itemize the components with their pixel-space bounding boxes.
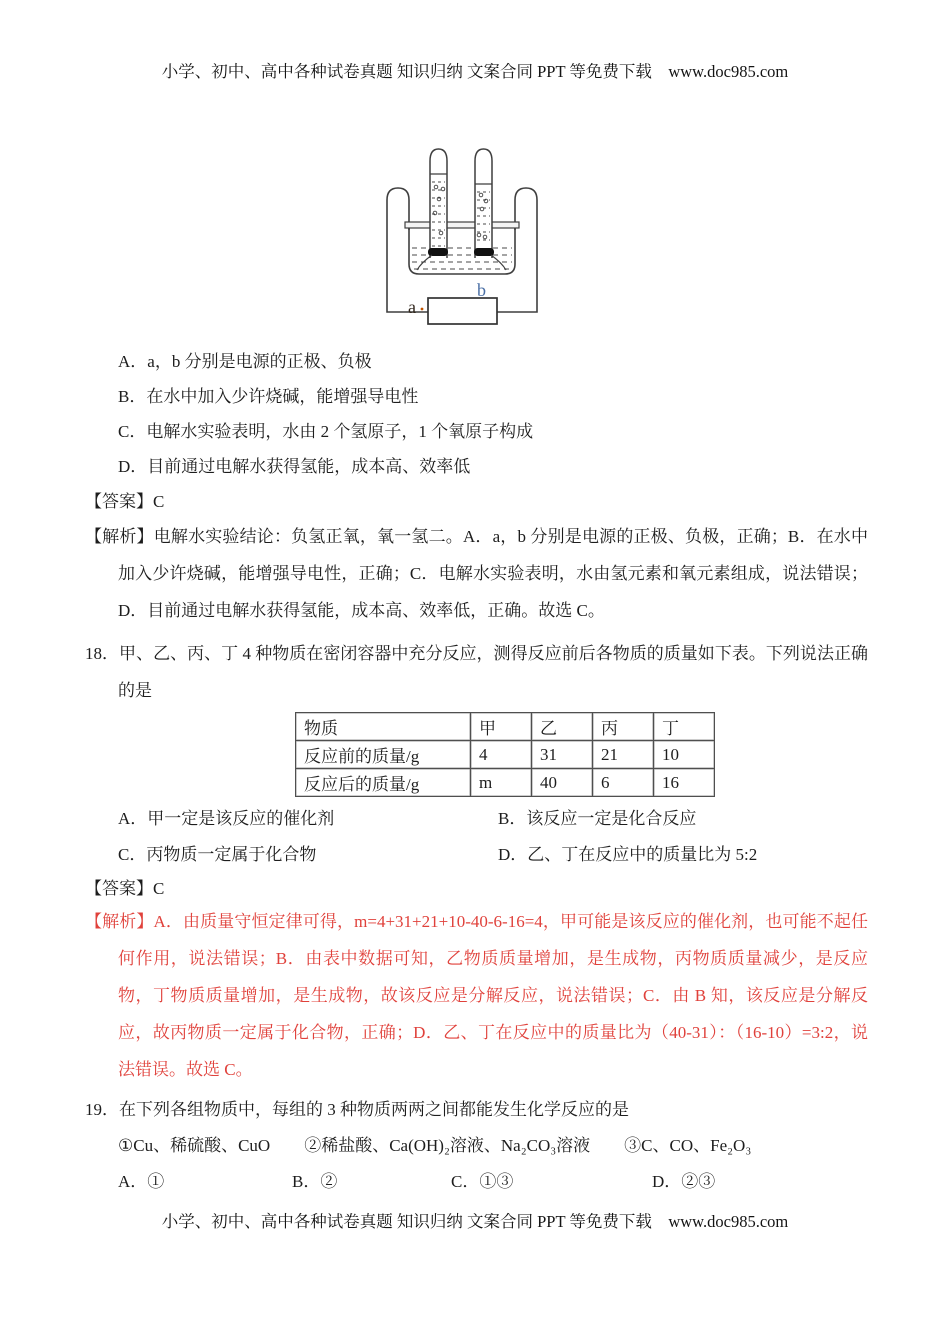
table-cell: 40 <box>532 769 593 797</box>
q19-substance-groups: ①Cu、稀硫酸、CuO ②稀盐酸、Ca(OH)₂溶液、Na₂CO₃溶液 ③C、CO、Fe₂O₃ <box>118 1136 752 1155</box>
table-row-after <box>296 769 715 797</box>
q19-option-b: B．② <box>292 1172 338 1191</box>
q17-option-b: B．在水中加入少许烧碱，能增强导电性 <box>118 387 419 406</box>
q18-analysis-label: 【解析】 <box>85 912 154 931</box>
q19-number: 19． <box>85 1100 119 1119</box>
q18-option-b: B．该反应一定是化合反应 <box>498 809 697 828</box>
q19-question <box>85 1092 868 1128</box>
q18-mass-table <box>295 712 715 797</box>
q18-answer-label: 【答案】 <box>85 879 153 898</box>
q18-option-d: D．乙、丁在反应中的质量比为 5:2 <box>498 845 758 864</box>
q19-option-d: D．②③ <box>652 1172 716 1191</box>
q17-option-a: A．a，b 分别是电源的正极、负极 <box>118 352 372 371</box>
table-row-header <box>296 713 715 741</box>
table-cell: 4 <box>471 741 532 769</box>
table-row-before <box>296 741 715 769</box>
table-cell: m <box>471 769 532 797</box>
q18-question-text: 甲、乙、丙、丁 4 种物质在密闭容器中充分反应，测得反应前后各物质的质量如下表。下列说法正确的是 <box>118 644 869 700</box>
q18-question <box>85 635 868 709</box>
label-a-dot <box>421 308 424 311</box>
q19-option-a: A．① <box>118 1172 165 1191</box>
water-trough <box>409 224 515 274</box>
terminal-label-b: b <box>477 280 486 300</box>
terminal-label-a: a <box>408 297 416 317</box>
wire-left <box>387 188 428 312</box>
q17-answer-line <box>85 490 950 514</box>
q18-analysis-paragraph <box>85 903 868 1088</box>
table-cell: 6 <box>593 769 654 797</box>
table-cell: 16 <box>654 769 715 797</box>
q17-answer-value: C <box>153 492 165 511</box>
q19-options-row <box>118 1164 950 1200</box>
table-header-substance: 物质 <box>296 713 471 741</box>
electrode-left <box>428 248 448 256</box>
table-header-yi: 乙 <box>532 713 593 741</box>
q18-answer-line <box>85 877 950 901</box>
wire-right <box>497 188 537 312</box>
q17-analysis-paragraph <box>85 518 868 629</box>
electrolysis-figure <box>0 136 950 336</box>
q19-option-c: C．①③ <box>451 1172 514 1191</box>
q17-option-c: C．电解水实验表明，水由 2 个氢原子，1 个氧原子构成 <box>118 422 534 441</box>
electrolysis-apparatus-diagram <box>365 136 585 336</box>
header-text: 小学、初中、高中各种试卷真题 知识归纳 文案合同 PPT 等免费下载 www.doc985.com <box>161 62 789 81</box>
q18-options-row-1 <box>118 801 950 837</box>
table-header-bing: 丙 <box>593 713 654 741</box>
table-cell: 21 <box>593 741 654 769</box>
test-tube-right <box>475 149 492 258</box>
q18-option-c: C．丙物质一定属于化合物 <box>118 845 317 864</box>
q18-number: 18． <box>85 644 120 663</box>
table-cell: 31 <box>532 741 593 769</box>
test-tube-left <box>430 149 447 258</box>
q18-option-a: A．甲一定是该反应的催化剂 <box>118 809 335 828</box>
q17-analysis-text: 电解水实验结论：负氢正氧，氧一氢二。A．a，b 分别是电源的正极、负极，正确；B．在水中加入少许烧碱，能增强导电性，正确；C．电解水实验表明，水由氢元素和氧元素组成，说法错误；D．目前通过电解水获得氢能，成本高、效率低，正确。故选 C。 <box>118 527 868 620</box>
page-footer <box>0 1212 950 1232</box>
q17-option-d: D．目前通过电解水获得氢能，成本高、效率低 <box>118 457 471 476</box>
footer-text: 小学、初中、高中各种试卷真题 知识归纳 文案合同 PPT 等免费下载 www.doc985.com <box>161 1212 789 1231</box>
q19-question-text: 在下列各组物质中，每组的 3 种物质两两之间都能发生化学反应的是 <box>119 1100 629 1119</box>
table-header-ding: 丁 <box>654 713 715 741</box>
q17-answer-label: 【答案】 <box>85 492 153 511</box>
table-header-jia: 甲 <box>471 713 532 741</box>
table-cell: 10 <box>654 741 715 769</box>
q18-answer-value: C <box>153 879 165 898</box>
q17-options <box>118 344 950 484</box>
page-header <box>0 0 950 82</box>
tube-holder-bar <box>405 222 519 228</box>
table-cell: 反应前的质量/g <box>296 741 471 769</box>
q18-options-row-2 <box>118 837 950 873</box>
table-cell: 反应后的质量/g <box>296 769 471 797</box>
q18-analysis-text: A．由质量守恒定律可得，m=4+31+21+10-40-6-16=4，甲可能是该反应的催化剂，也可能不起任何作用，说法错误；B．由表中数据可知，乙物质质量增加，是生成物，丙物质质量减少，是反应物，丁物质质量增加，是生成物，故该反应是分解反应，说法错误；C．由 B 知，该反应是分解反应，故丙物质一定属于化合物，正确；D．乙、丁在反应中的质量比为（40-31）：（16-10）=3:2，说法错误。故选 C。 <box>118 912 868 1079</box>
electrode-right <box>474 248 494 256</box>
q17-analysis-label: 【解析】 <box>85 527 154 546</box>
power-supply-box <box>428 298 497 324</box>
